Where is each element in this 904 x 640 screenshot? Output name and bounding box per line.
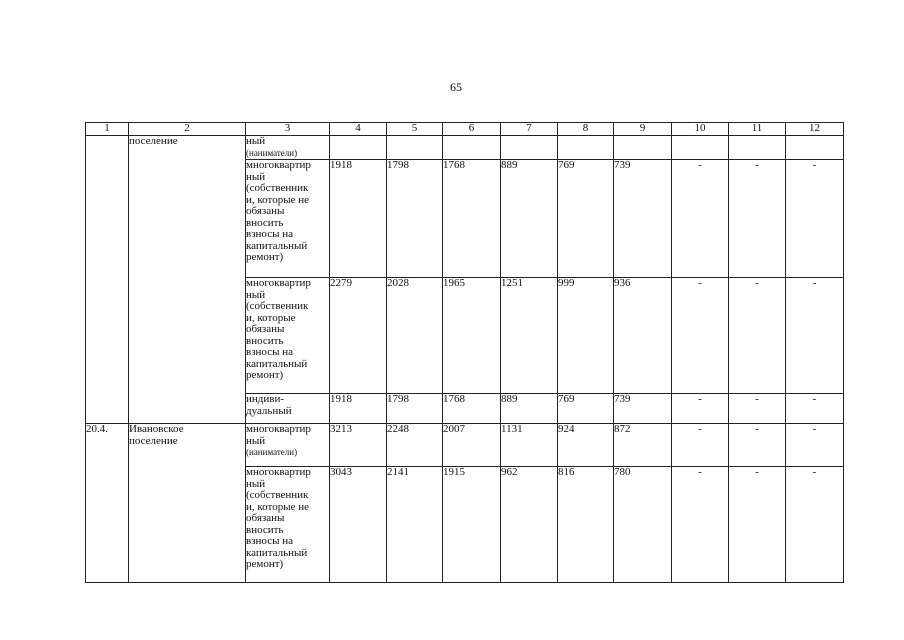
value-cell: -	[786, 394, 844, 424]
value-cell: 1768	[443, 394, 501, 424]
value-cell: 739	[614, 160, 672, 278]
housing-type	[246, 160, 330, 278]
value-cell: 1918	[330, 394, 387, 424]
value-cell: 3043	[330, 467, 387, 583]
value-cell: 2141	[387, 467, 443, 583]
row-code	[86, 136, 129, 424]
value-cell: 2007	[443, 424, 501, 467]
header-row	[86, 123, 844, 136]
value-cell: 1131	[501, 424, 558, 467]
housing-type	[246, 467, 330, 583]
settlement-name: Ивановское поселение	[129, 424, 246, 583]
value-cell: 1915	[443, 467, 501, 583]
value-cell: 1798	[387, 160, 443, 278]
value-cell: 924	[558, 424, 614, 467]
value-cell: 3213	[330, 424, 387, 467]
value-cell: 739	[614, 394, 672, 424]
value-cell: 2028	[387, 278, 443, 394]
value-cell	[330, 136, 387, 160]
value-cell: 1965	[443, 278, 501, 394]
value-cell: -	[786, 424, 844, 467]
housing-type-label: многоквартир ный (собственник и, которые не обязаны вносить взносы на капитальный ремонт)	[246, 466, 311, 570]
header-cell: 4	[330, 123, 387, 136]
value-cell	[387, 136, 443, 160]
housing-type	[246, 136, 330, 160]
housing-type-note: (наниматели)	[246, 447, 298, 457]
value-cell	[558, 136, 614, 160]
value-cell: 1798	[387, 394, 443, 424]
value-cell: -	[672, 424, 729, 467]
header-cell: 5	[387, 123, 443, 136]
header-cell: 2	[129, 123, 246, 136]
housing-type-label: индиви- дуальный	[246, 393, 292, 417]
value-cell	[614, 136, 672, 160]
table-row	[86, 424, 844, 467]
value-cell: 999	[558, 278, 614, 394]
value-cell	[729, 136, 786, 160]
value-cell: 769	[558, 160, 614, 278]
value-cell: 769	[558, 394, 614, 424]
value-cell	[672, 136, 729, 160]
value-cell: 780	[614, 467, 672, 583]
header-cell: 9	[614, 123, 672, 136]
value-cell: -	[672, 160, 729, 278]
value-cell: -	[729, 467, 786, 583]
value-cell: 936	[614, 278, 672, 394]
value-cell: 816	[558, 467, 614, 583]
housing-type-label: многоквартир ный	[246, 423, 311, 447]
housing-type-label: ный	[246, 135, 266, 147]
value-cell: 1768	[443, 160, 501, 278]
value-cell	[443, 136, 501, 160]
header-cell: 8	[558, 123, 614, 136]
value-cell: 2248	[387, 424, 443, 467]
value-cell: -	[786, 467, 844, 583]
value-cell: -	[729, 160, 786, 278]
value-cell: 962	[501, 467, 558, 583]
value-cell	[501, 136, 558, 160]
header-cell: 6	[443, 123, 501, 136]
value-cell: -	[672, 278, 729, 394]
tariff-table	[85, 122, 844, 583]
table-row	[86, 136, 844, 160]
value-cell: -	[729, 278, 786, 394]
value-cell: 1251	[501, 278, 558, 394]
value-cell: -	[672, 394, 729, 424]
value-cell: -	[729, 394, 786, 424]
settlement-name: поселение	[129, 136, 246, 424]
housing-type	[246, 278, 330, 394]
value-cell: -	[729, 424, 786, 467]
value-cell: 872	[614, 424, 672, 467]
housing-type-label: многоквартир ный (собственник и, которые обязаны вносить взносы на капитальный ремонт)	[246, 277, 311, 381]
page-number: 65	[450, 80, 462, 94]
value-cell: -	[786, 278, 844, 394]
housing-type	[246, 424, 330, 467]
value-cell: 889	[501, 160, 558, 278]
row-code: 20.4.	[86, 424, 129, 583]
header-cell: 3	[246, 123, 330, 136]
value-cell: -	[786, 160, 844, 278]
value-cell: 1918	[330, 160, 387, 278]
housing-type-note: (наниматели)	[246, 147, 298, 158]
header-cell: 10	[672, 123, 729, 136]
header-cell: 1	[86, 123, 129, 136]
value-cell: 889	[501, 394, 558, 424]
header-cell: 12	[786, 123, 844, 136]
value-cell	[786, 136, 844, 160]
header-cell: 11	[729, 123, 786, 136]
housing-type-label: многоквартир ный (собственник и, которые не обязаны вносить взносы на капитальный ремонт)	[246, 159, 311, 263]
value-cell: -	[672, 467, 729, 583]
housing-type	[246, 394, 330, 424]
header-cell: 7	[501, 123, 558, 136]
value-cell: 2279	[330, 278, 387, 394]
